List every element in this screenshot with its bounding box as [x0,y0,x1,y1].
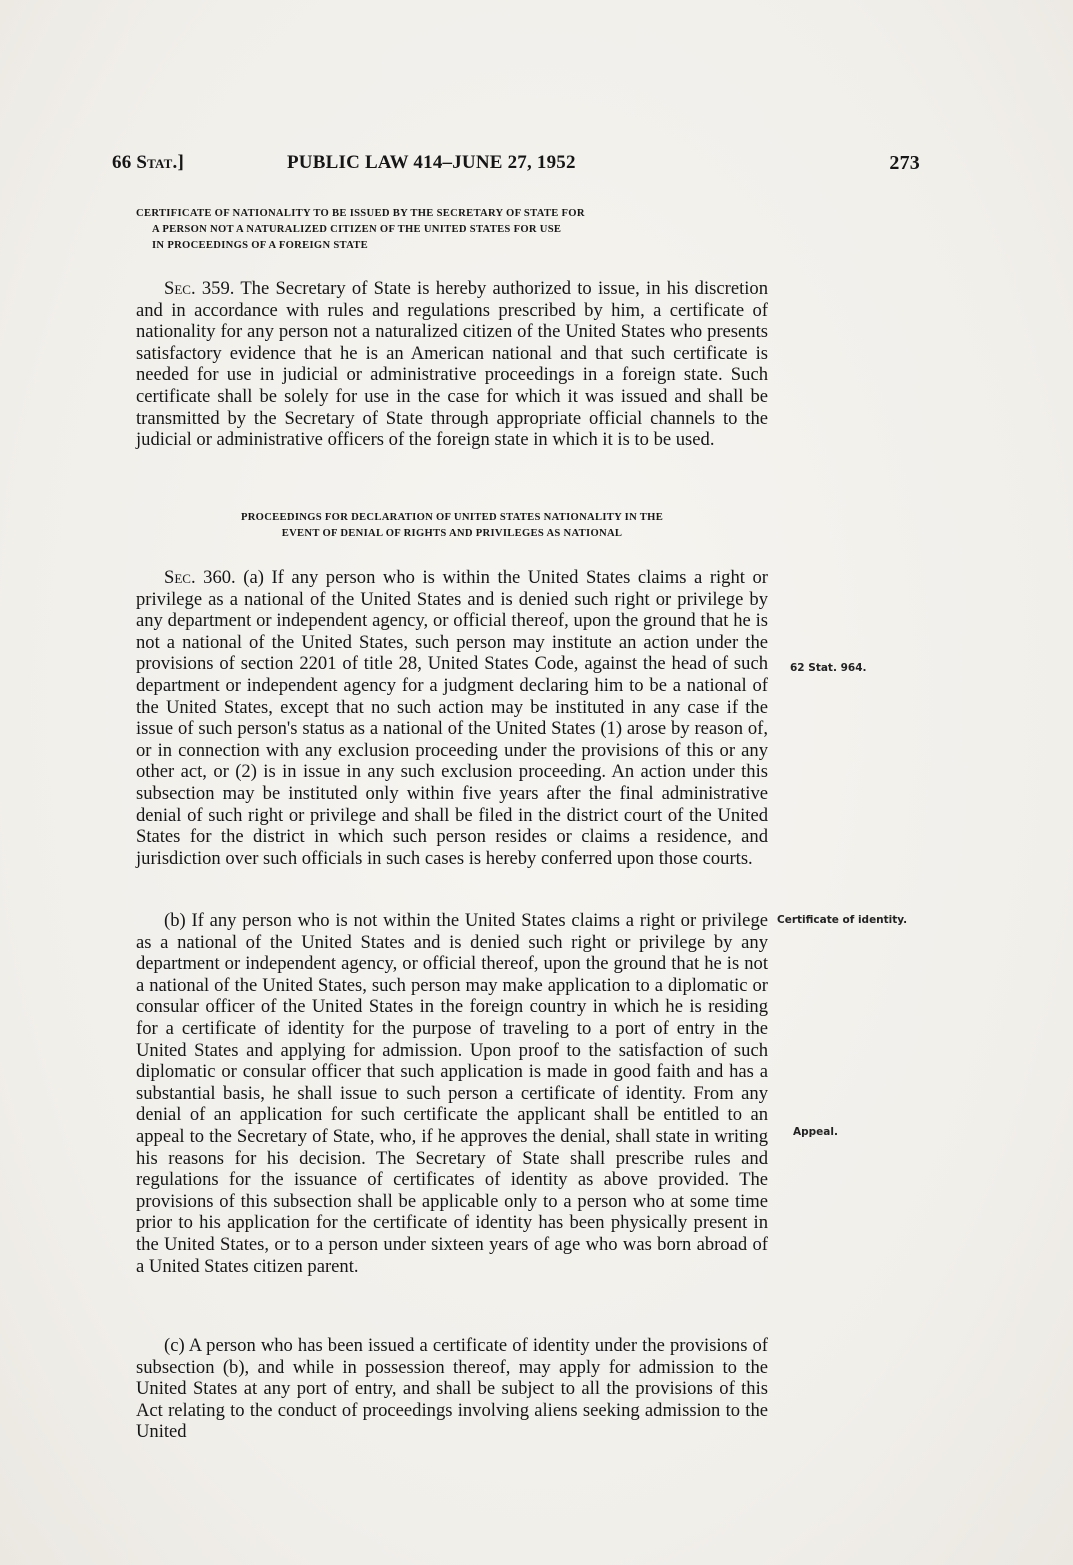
section-text: The Secretary of State is hereby authorized to issue, in his discretion and in accordance with rules and regulations prescribed by him, a certificate of nationality for any person not a naturalized citizen of the United States who presents satisfactory evidence that he is an American national and that such certificate is needed for use in judicial or administrative proceedings in a foreign state. Such certificate shall be solely for use in the case for which it was issued and shall be transmitted by the Secretary of State through appropriate official channels to the judicial or administrative officers of the foreign state in which it is to be used. [136,278,769,451]
subsection-b-paragraph: (b) If any person who is not within the United States claims a right or privilege as a national of the United States and is denied such right or privilege by any department or independent agency, or official thereof, upon the ground that he is not a national of the United States, such person may make application to a diplomatic or consular officer of the United States in the foreign country in which he is residing for a certificate of identity for the purpose of traveling to a port of entry in the United States and applying for admission. Upon proof to the satisfaction of such diplomatic or consular officer that such application is made in good faith and has a substantial basis, he shall issue to such person a certificate of identity. From any denial of an application for such certificate the applicant shall be entitled to an appeal to the Secretary of State, who, if he approves the denial, shall state in writing his reasons for his decision. The Secretary of State shall prescribe rules and regulations for the issuance of certificates of identity as above provided. The provisions of this subsection shall be applicable only to a person who at some time prior to his application for the certificate of identity has been physically present in the United States, or to a person under sixteen years of age who was born abroad of a United States citizen parent. [136,910,768,1277]
margin-note-stat-ref: 62 Stat. 964. [790,662,867,674]
section-359-caption [136,206,768,254]
section-359-paragraph [136,278,768,451]
subsection-a-text: (a) If any person who is within the United States claims a right or privilege as a national of the United States and is denied such right or privilege by any department or independent agency, or official thereof, upon the ground that he is not a national of the United States, such person may institute an action under the provisions of section 2201 of title 28, United States Code, against the head of such department or independent agency for a judgment declaring him to be a national of the United States, except that no such action may be instituted in any case if the issue of such person's status as a national of the United States (1) arose by reason of, or in connection with any exclusion proceeding under the provisions of this or any other act, or (2) is in issue in any such exclusion proceeding. An action under this subsection may be instituted only within five years after the final administrative denial of such right or privilege and shall be filed in the district court of the United States for the district in which such person resides or claims a residence, and jurisdiction over such officials in such cases is hereby conferred upon those courts. [136,567,768,869]
section-360-a [136,567,768,869]
running-header [112,152,920,178]
margin-note-certificate: Certificate of identity. [777,914,908,926]
section-360-c [136,1335,768,1443]
caption-line: CERTIFICATE OF NATIONALITY TO BE ISSUED BY THE SECRETARY OF STATE FOR [136,208,585,219]
caption-line: EVENT OF DENIAL OF RIGHTS AND PRIVILEGES AS NATIONAL [281,528,623,539]
page-number: 273 [889,152,920,174]
section-360-b [136,910,768,1277]
caption-line: A PERSON NOT A NATURALIZED CITIZEN OF THE UNITED STATES FOR USE [152,224,562,235]
section-label: Sec. 359. [164,278,235,299]
header-stat-citation: 66 Stat.] [112,152,184,173]
section-label: Sec. 360. [164,567,236,588]
margin-note-appeal: Appeal. [793,1126,838,1138]
caption-line: IN PROCEEDINGS OF A FOREIGN STATE [152,240,369,251]
header-title: PUBLIC LAW 414–JUNE 27, 1952 [287,152,576,173]
subsection-a-paragraph [136,567,768,869]
section-360-caption [136,510,768,542]
caption-line: PROCEEDINGS FOR DECLARATION OF UNITED STATES NATIONALITY IN THE [240,512,664,523]
section-359 [136,278,768,451]
subsection-c-paragraph: (c) A person who has been issued a certificate of identity under the provisions of subsection (b), and while in possession thereof, may apply for admission to the United States at any port of entry, and shall be subject to all the provisions of this Act relating to the conduct of proceedings involving aliens seeking admission to the United [136,1335,768,1443]
